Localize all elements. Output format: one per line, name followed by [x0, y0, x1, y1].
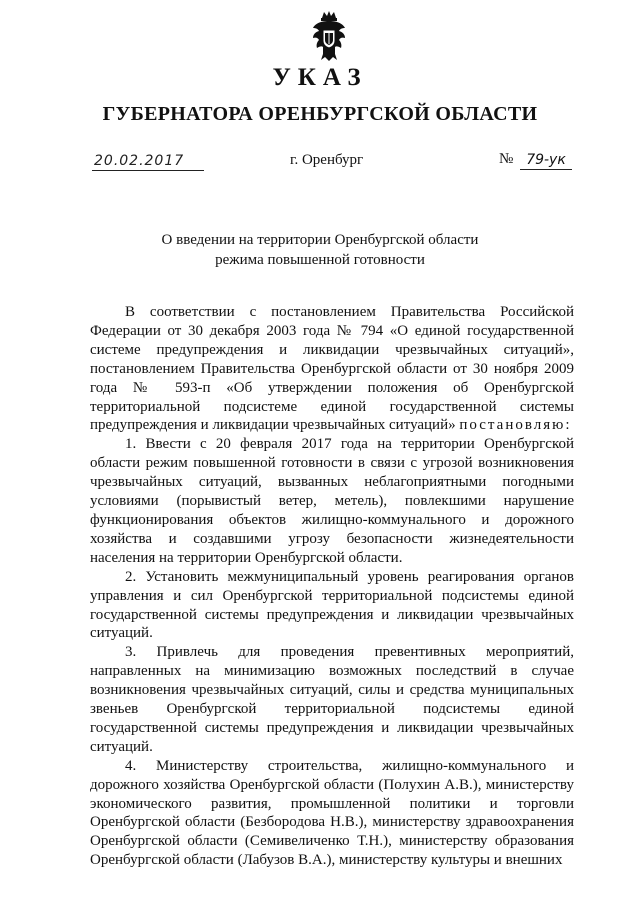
- decree-body: [90, 303, 574, 870]
- coat-of-arms-icon: [310, 10, 348, 62]
- decree-item-4: 4. Министерству строительства, жилищно-коммунального и дорожного хозяйства Оренбургской области (Полухин А.В.), министерству экономического развития, промышленной политики и торговли Оренбургской области (Безбородова Н.В.), министерству здравоохранения Оренбургской области (Семивеличенко Т.Н.), министерству образования Оренбургской области (Лабузов В.А.), министерству культуры и внешних: [90, 757, 574, 869]
- decree-item-1: 1. Ввести с 20 февраля 2017 года на территории Оренбургской области режим повышенной готовности в связи с угрозой возникновения чрезвычайных ситуаций, вызванных неблагоприятными погодными условиями (порывистый ветер, метель), повлекшими нарушение функционирования объектов жилищно-коммунального и дорожного хозяйства и создавшими угрозу безопасности жизнедеятельности населения на территории Оренбургской области.: [90, 436, 574, 566]
- decree-city: г. Оренбург: [290, 152, 364, 168]
- decree-number-label: №: [499, 151, 514, 167]
- preamble-text: В соответствии с постановлением Правительства Российской Федерации от 30 декабря 2003 года № 794 «О единой государственной системе предупреждения и ликвидации чрезвычайных ситуаций», постановлением Правительства Оренбургской области от 30 ноября 2009 года № 593-п «Об утверждении положения об Оренбургской территориальной подсистеме единой государственной системы предупреждения и ликвидации чрезвычайных ситуаций»: [90, 304, 574, 434]
- decree-number: 79-ук: [520, 151, 572, 170]
- document-title: УКАЗ: [272, 64, 368, 91]
- preamble-decree-word: постановляю:: [459, 417, 572, 434]
- decree-item-3: 3. Привлечь для проведения превентивных мероприятий, направленных на минимизацию возможных последствий в случае возникновения чрезвычайных ситуаций, силы и средства муниципальных звеньев Оренбургской территориальной подсистемы единой государственной системы предупреждения и ликвидации чрезвычайных ситуаций.: [90, 644, 574, 755]
- decree-heading-line: режима повышенной готовности: [215, 252, 425, 268]
- decree-date: 20.02.2017: [92, 152, 204, 171]
- decree-item-2: 2. Установить межмуниципальный уровень реагирования органов управления и сил Оренбургской территориальной подсистемы единой государственной системы предупреждения и ликвидации чрезвычайных ситуаций.: [90, 568, 574, 642]
- decree-heading-line: О введении на территории Оренбургской области: [161, 232, 479, 248]
- decree-heading: [0, 230, 640, 270]
- decree-preamble: [90, 303, 574, 435]
- document-subtitle: ГУБЕРНАТОРА ОРЕНБУРГСКОЙ ОБЛАСТИ: [102, 103, 538, 125]
